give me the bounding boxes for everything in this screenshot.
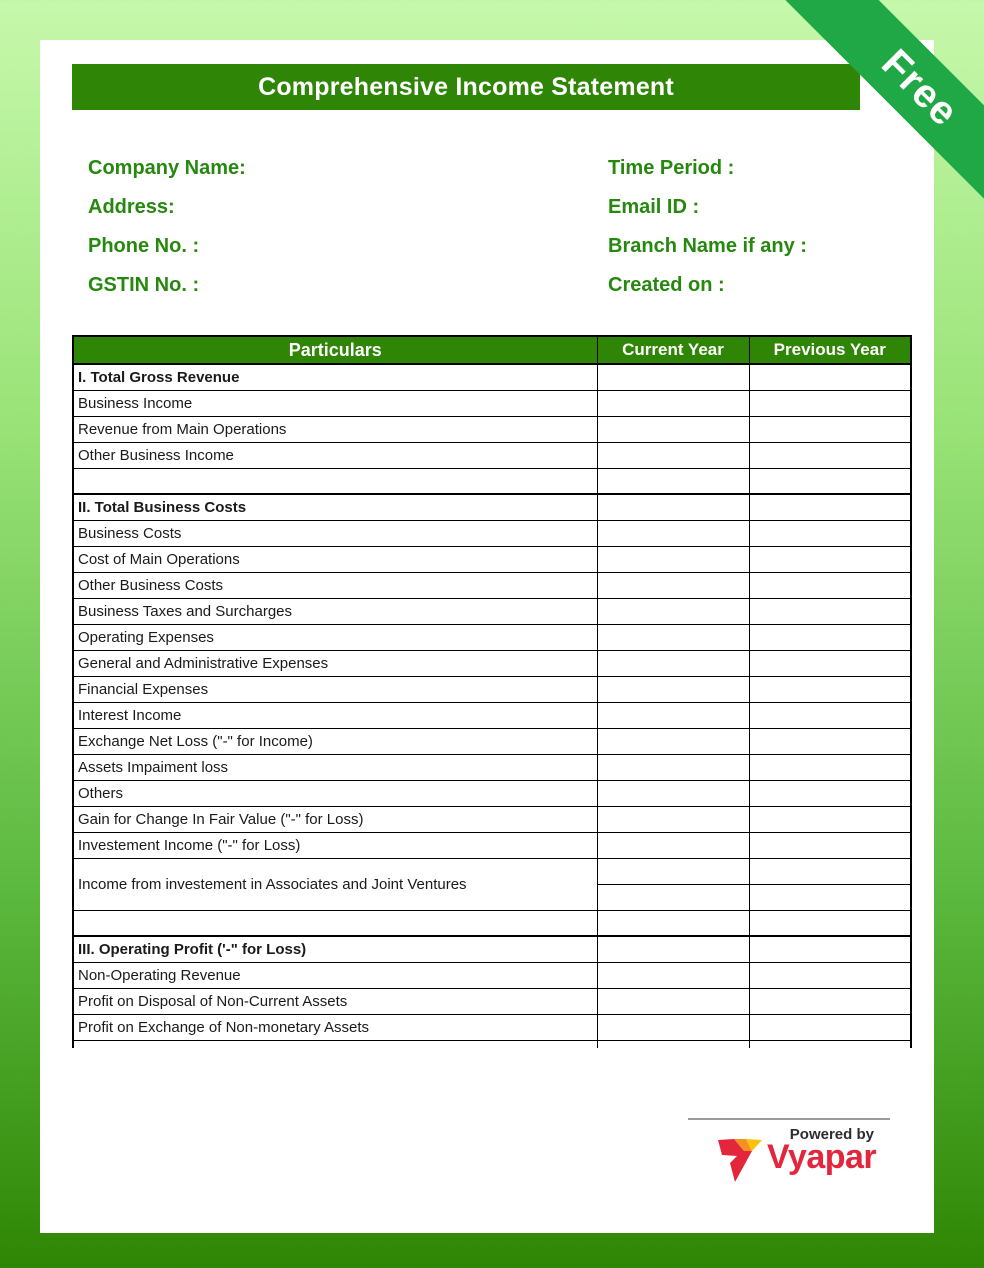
row-label: Others [73,780,597,806]
table-row [73,624,911,650]
vyapar-brand-name: Vyapar [767,1138,877,1176]
table-header-row [73,336,911,364]
row-label [73,1040,597,1048]
table-row [73,494,911,520]
current-year-cell [597,936,749,962]
row-label: Financial Expenses [73,676,597,702]
branch-name-label: Branch Name if any : [608,235,807,257]
table-row [73,364,911,390]
previous-year-cell [749,832,911,858]
previous-year-cell [749,494,911,520]
current-year-cell [597,364,749,390]
title-banner [72,64,860,110]
previous-year-cell [749,416,911,442]
previous-year-cell [749,936,911,962]
table-row [73,936,911,962]
previous-year-cell [749,624,911,650]
row-label: Other Business Income [73,442,597,468]
table-row [73,780,911,806]
previous-year-cell [749,364,911,390]
company-name-label: Company Name: [88,157,246,179]
previous-year-cell [749,650,911,676]
address-label: Address: [88,196,175,218]
current-year-cell [597,598,749,624]
current-year-cell [597,1014,749,1040]
column-header-particulars: Particulars [73,336,597,364]
previous-year-cell [749,1040,911,1048]
previous-year-cell [749,728,911,754]
table-row [73,572,911,598]
table-row [73,468,911,494]
powered-by-label: Powered by [789,1126,874,1143]
previous-year-cell [749,442,911,468]
table-row [73,754,911,780]
previous-year-cell [749,676,911,702]
row-label: Cost of Main Operations [73,546,597,572]
table-row [73,910,911,936]
current-year-cell [597,806,749,832]
current-year-cell [597,780,749,806]
table-row [73,650,911,676]
previous-year-cell [749,780,911,806]
table-row [73,416,911,442]
current-year-cell [597,910,749,936]
row-label: Business Taxes and Surcharges [73,598,597,624]
row-label: I. Total Gross Revenue [73,364,597,390]
row-label: Profit on Disposal of Non-Current Assets [73,988,597,1014]
table-row [73,1040,911,1048]
row-label: II. Total Business Costs [73,494,597,520]
row-label: Business Income [73,390,597,416]
row-label: Assets Impaiment loss [73,754,597,780]
table-row [73,390,911,416]
table-row [73,1014,911,1040]
time-period-label: Time Period : [608,157,735,179]
previous-year-cell [749,962,911,988]
previous-year-cell [749,468,911,494]
table-row [73,598,911,624]
row-label [73,910,597,936]
previous-year-cell [749,546,911,572]
row-label: Gain for Change In Fair Value ("-" for Loss) [73,806,597,832]
current-year-cell [597,676,749,702]
current-year-cell [597,728,749,754]
previous-year-cell [749,702,911,728]
table-row [73,988,911,1014]
current-year-cell [597,390,749,416]
current-year-cell [597,962,749,988]
created-on-label: Created on : [608,274,725,296]
previous-year-cell [749,754,911,780]
page [40,40,934,1233]
previous-year-cell [749,598,911,624]
table-row [73,728,911,754]
row-label: Interest Income [73,702,597,728]
table-row [73,442,911,468]
phone-no-label: Phone No. : [88,235,200,257]
current-year-cell [597,494,749,520]
vyapar-logo-icon [716,1136,764,1184]
previous-year-cell [749,910,911,936]
current-year-cell [597,572,749,598]
previous-year-cell [749,1014,911,1040]
row-label: Investement Income ("-" for Loss) [73,832,597,858]
row-label: Business Costs [73,520,597,546]
row-label: Revenue from Main Operations [73,416,597,442]
row-label: Non-Operating Revenue [73,962,597,988]
current-year-cell [597,884,749,910]
column-header-current-year: Current Year [597,336,749,364]
column-header-previous-year: Previous Year [749,336,911,364]
current-year-cell [597,650,749,676]
table-row [73,858,911,884]
row-label: Income from investement in Associates and Joint Ventures [73,858,597,910]
table-row [73,806,911,832]
previous-year-cell [749,390,911,416]
table-row [73,520,911,546]
previous-year-cell [749,988,911,1014]
table-row [73,546,911,572]
row-label: Operating Expenses [73,624,597,650]
current-year-cell [597,416,749,442]
current-year-cell [597,702,749,728]
current-year-cell [597,988,749,1014]
previous-year-cell [749,572,911,598]
previous-year-cell [749,806,911,832]
row-label: General and Administrative Expenses [73,650,597,676]
income-statement-table-wrapper [72,335,912,1048]
previous-year-cell [749,858,911,884]
current-year-cell [597,624,749,650]
table-row [73,676,911,702]
email-id-label: Email ID : [608,196,700,218]
page-title: Comprehensive Income Statement [258,73,674,101]
current-year-cell [597,832,749,858]
current-year-cell [597,546,749,572]
table-row [73,962,911,988]
income-statement-table [72,335,912,1048]
table-row [73,702,911,728]
current-year-cell [597,520,749,546]
row-label: Other Business Costs [73,572,597,598]
row-label [73,468,597,494]
previous-year-cell [749,884,911,910]
footer-divider [688,1118,890,1120]
row-label: III. Operating Profit ('-" for Loss) [73,936,597,962]
free-ribbon-label: Free [873,40,968,135]
row-label: Profit on Exchange of Non-monetary Assets [73,1014,597,1040]
previous-year-cell [749,520,911,546]
gstin-no-label: GSTIN No. : [88,274,200,296]
current-year-cell [597,754,749,780]
row-label: Exchange Net Loss ("-" for Income) [73,728,597,754]
current-year-cell [597,468,749,494]
current-year-cell [597,858,749,884]
table-row [73,832,911,858]
current-year-cell [597,1040,749,1048]
current-year-cell [597,442,749,468]
